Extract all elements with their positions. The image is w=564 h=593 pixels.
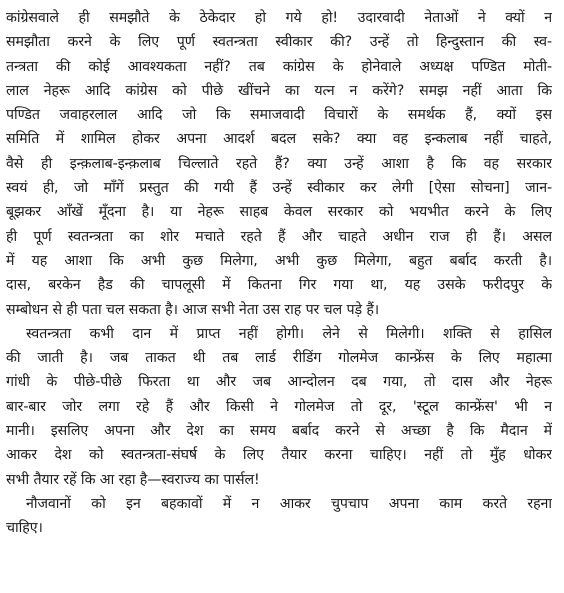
text-line: में यह आशा कि अभी कुछ मिलेगा, अभी कुछ मिलेगा, बहुत बर्बाद करती है। bbox=[6, 252, 552, 269]
text-line: दास, बरकेन हैड की चापलूसी में कितना गिर गया था, यह उसके फरीदपुर के bbox=[6, 277, 552, 294]
text-line: मानी। इसलिए अपना और देश का समय बर्बाद करने से अच्छा है कि मैदान में bbox=[6, 423, 552, 440]
text-line: सभी तैयार रहें कि आ रहा है—स्वराज्य का पार्सल! bbox=[6, 471, 260, 488]
text-line: की जाती है। जब ताकत थी तब लार्ड रीडिंग गोलमेज कान्फ्रेंस के लिए महात्मा bbox=[6, 350, 552, 367]
paragraph-1 bbox=[6, 6, 552, 322]
text-line: वैसे ही इन्क़लाब-इन्क़लाब चिल्लाते रहते हैं? क्या उन्हें आशा है कि वह सरकार bbox=[6, 155, 552, 172]
text-line: चाहिए। bbox=[6, 520, 43, 537]
text-line: लाल नेहरू आदि कांग्रेस को पीछे खींचने का यत्न न करेंगे? समझ नहीं आता कि bbox=[6, 82, 552, 99]
text-line: गांधी के पीछे-पीछे फिरता था और जब आन्दोलन दब गया, तो दास और नेहरू bbox=[6, 374, 552, 391]
text-line: समिति में शामिल होकर अपना आदर्श बदल सके? क्या वह इन्कलाब नहीं चाहते, bbox=[6, 131, 552, 148]
paragraph-3 bbox=[6, 492, 552, 541]
text-line: पण्डित जवाहरलाल आदि जो कि समाजवादी विचारों के समर्थक हैं, क्यों इस bbox=[6, 107, 552, 124]
text-line: बार-बार जोर लगा रहे हैं और किसी ने गोलमेज तो दूर, 'स्टूल कान्फ्रेंस' भी न bbox=[6, 398, 552, 415]
text-line: तन्त्रता की कोई आवश्यकता नहीं? तब कांग्रेस के होनेवाले अध्यक्ष पण्डित मोती- bbox=[6, 58, 552, 75]
text-line: स्वतन्त्रता कभी दान में प्राप्त नहीं होगी। लेने से मिलेगी। शक्ति से हासिल bbox=[26, 325, 552, 342]
text-line: आकर देश को स्वतन्त्रता-संघर्ष के लिए तैयार करना चाहिए। नहीं तो मुँह धोकर bbox=[6, 447, 552, 464]
text-line: ही पूर्ण स्वतन्त्रता का शोर मचाते रहते हैं और चाहते अधीन राज ही हैं। असल bbox=[6, 228, 552, 245]
text-line: समझौता करने के लिए पूर्ण स्वतन्त्रता स्वीकार की? उन्हें तो हिन्दुस्तान की स्व- bbox=[6, 34, 552, 51]
text-line: स्वयं ही, जो माँगें प्रस्तुत की गयी हैं उन्हें स्वीकार कर लेगी [ऐसा सोचना] जान- bbox=[6, 180, 552, 197]
text-line: नौजवानों को इन बहकावों में न आकर चुपचाप अपना काम करते रहना bbox=[26, 495, 552, 512]
text-line: बूझकर आँखें मूँदना है। या नेहरू साहब केवल सरकार को भयभीत करने के लिए bbox=[6, 204, 552, 221]
paragraph-2 bbox=[6, 322, 552, 492]
text-line: सम्बोधन से ही पता चल सकता है। आज सभी नेता उस राह पर चल पड़े हैं। bbox=[6, 301, 380, 318]
text-line: कांग्रेसवाले ही समझौते के ठेकेदार हो गये हो! उदारवादी नेताओं ने क्यों न bbox=[6, 10, 552, 26]
